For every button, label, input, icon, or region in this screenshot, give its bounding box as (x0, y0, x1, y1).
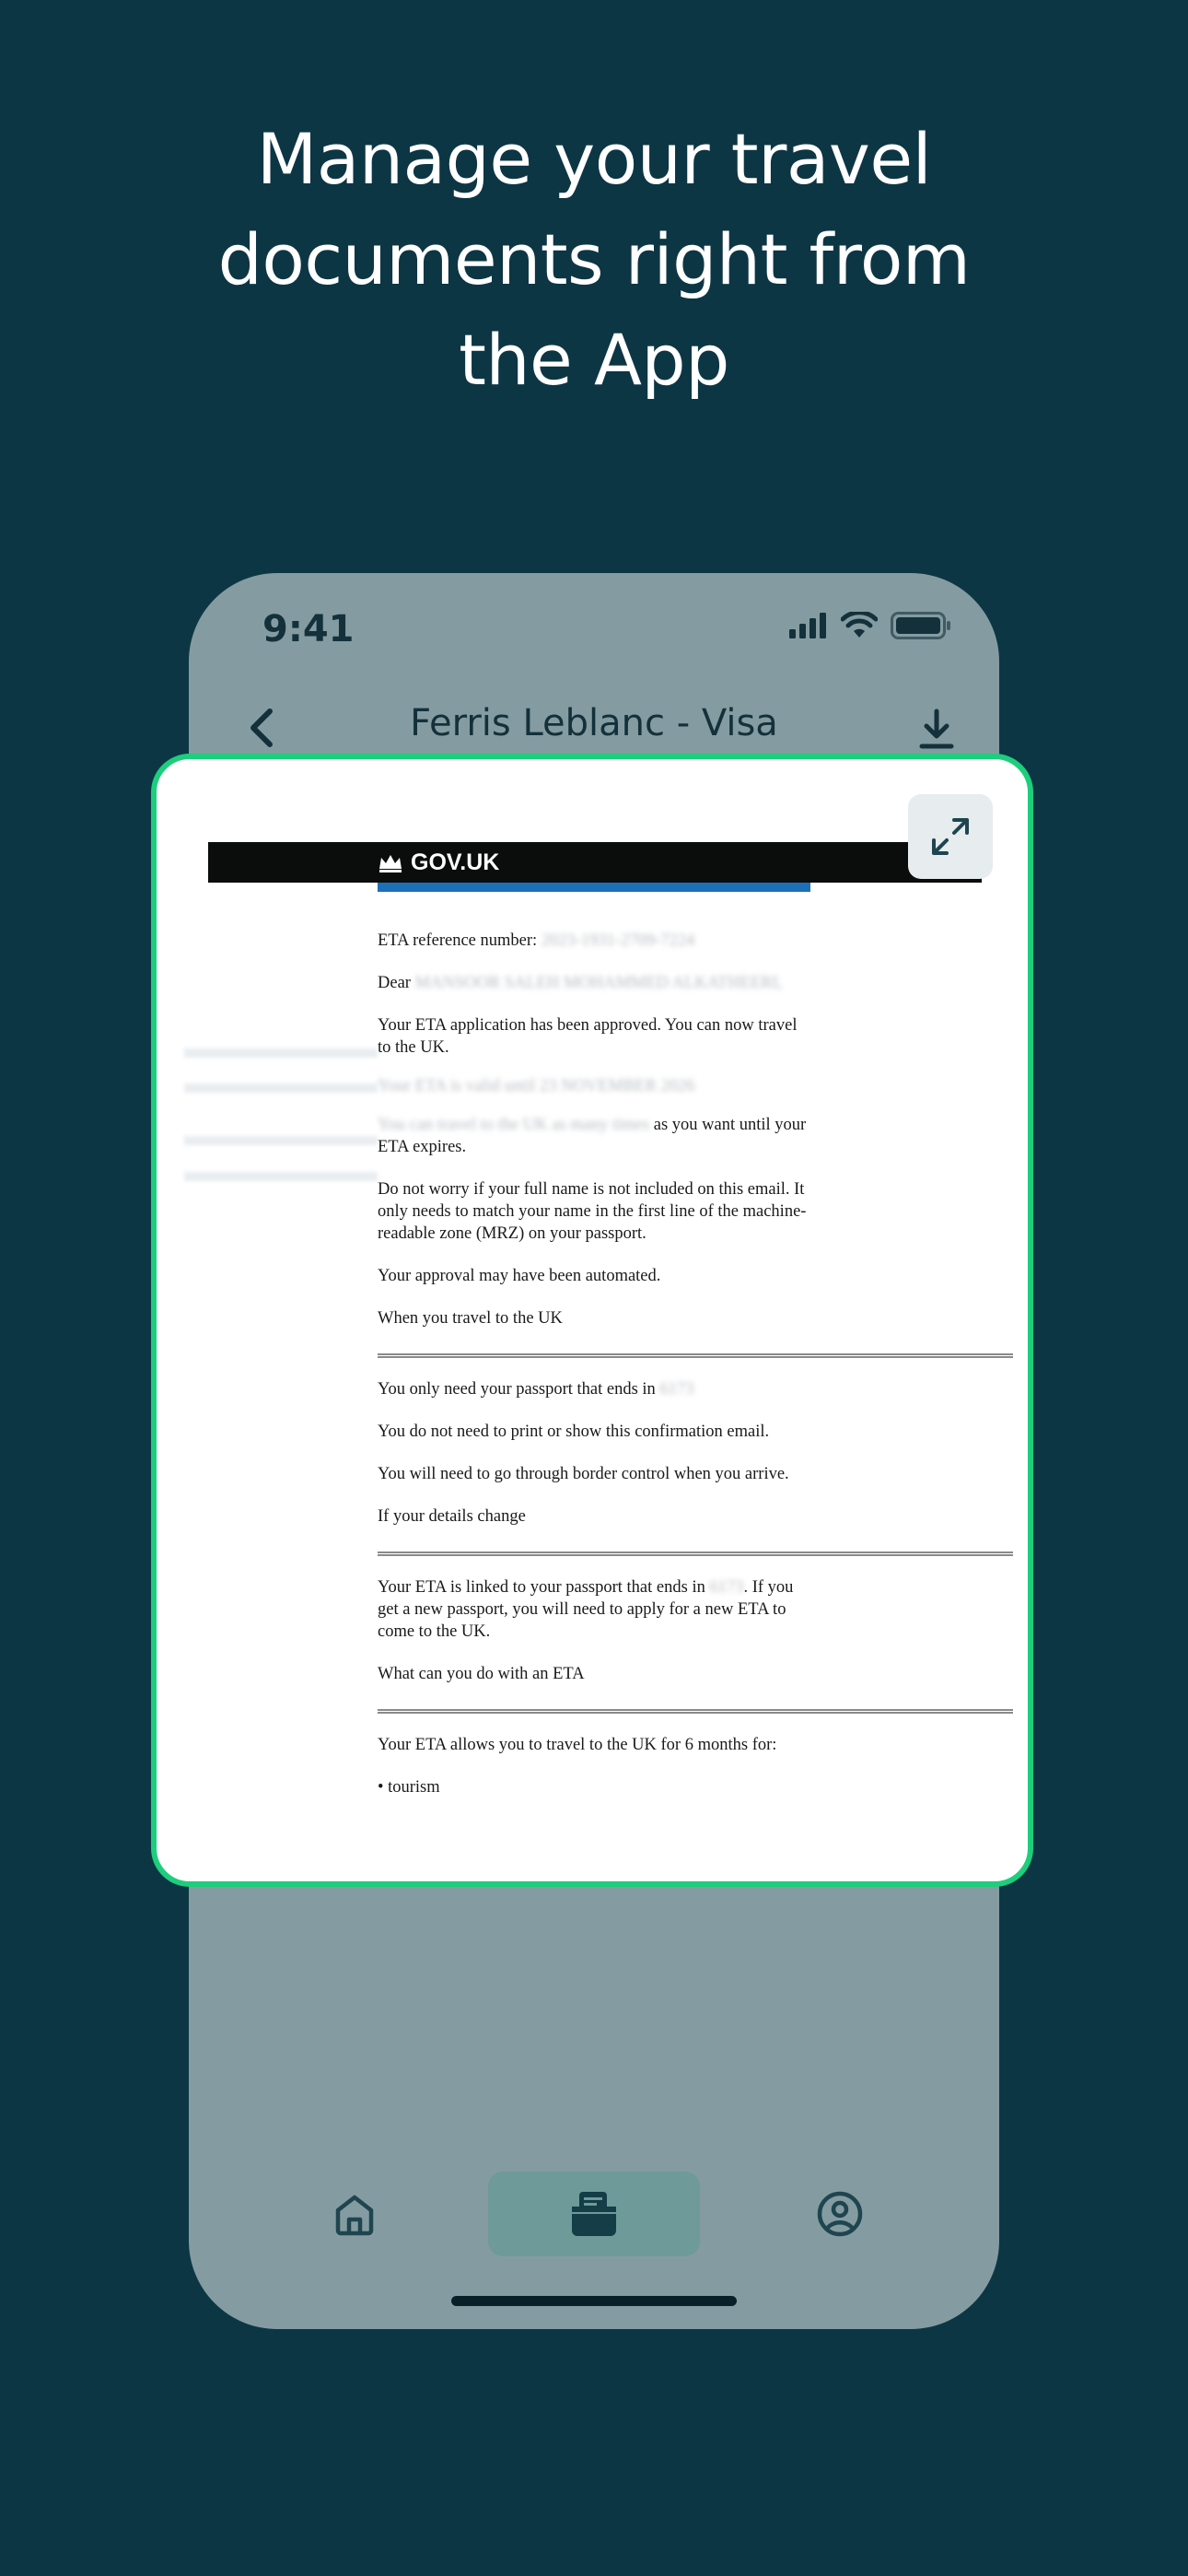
ghost-line (184, 1136, 378, 1145)
ref-line: ETA reference number: 2023-1931-2709-7224 (378, 931, 695, 950)
crown-icon (378, 852, 403, 872)
download-button[interactable] (909, 702, 964, 757)
document-preview-card[interactable] (151, 754, 1033, 1887)
name-note: Do not worry if your full name is not included on this email. It only needs to match your name in the first line of the machine-readable zone (MRZ) on your passport. (378, 1180, 807, 1243)
dear-name: MANSOOR SALEH MOHAMMED ALKATHEERI, (414, 974, 783, 992)
tourism-item: • tourism (378, 1778, 440, 1797)
travel-line: You can travel to the UK as many times as you want until your ETA expires. (378, 1116, 807, 1156)
tab-documents[interactable] (488, 2172, 700, 2256)
tab-home[interactable] (309, 2172, 401, 2256)
what-can-heading: What can you do with an ETA (378, 1665, 585, 1683)
border-text: You will need to go through border control when you arrive. (378, 1465, 789, 1483)
passport-digits: 6173 (659, 1380, 694, 1399)
wallet-icon (568, 2188, 620, 2240)
dear-line: Dear MANSOOR SALEH MOHAMMED ALKATHEERI, (378, 974, 783, 992)
headline-line-3: the App (459, 319, 729, 401)
valid-date: 23 NOVEMBER 2026 (540, 1077, 695, 1095)
nav-title: Ferris Leblanc - Visa (410, 702, 778, 744)
status-icons (789, 612, 951, 639)
when-travel-heading: When you travel to the UK (378, 1309, 563, 1328)
linked-digits: 6173 (709, 1578, 744, 1597)
passport-ends-line: You only need your passport that ends in 6173 (378, 1380, 694, 1399)
home-icon (331, 2190, 379, 2238)
headline-line-2: documents right from (217, 218, 971, 300)
divider (378, 1353, 1013, 1358)
no-print-text: You do not need to print or show this confirmation email. (378, 1423, 770, 1441)
wifi-icon (841, 612, 878, 639)
email-body (378, 930, 1013, 1798)
tab-profile[interactable] (794, 2172, 886, 2256)
ghost-line (184, 1172, 378, 1181)
automated-text: Your approval may have been automated. (378, 1267, 661, 1285)
status-time: 9:41 (262, 608, 355, 650)
gov-blue-underline (378, 883, 810, 892)
expand-icon (928, 814, 973, 859)
tab-bar (189, 2172, 999, 2273)
divider (378, 1709, 1013, 1714)
battery-icon (891, 612, 951, 639)
allows-text: Your ETA allows you to travel to the UK for 6 months for: (378, 1736, 777, 1754)
headline (0, 109, 1188, 410)
valid-line: Your ETA is valid until 23 NOVEMBER 2026 (378, 1077, 695, 1095)
ref-value: 2023-1931-2709-7224 (541, 931, 695, 950)
home-indicator (451, 2296, 737, 2306)
gov-label: GOV.UK (411, 849, 500, 875)
signal-icon (789, 613, 828, 638)
profile-icon (814, 2188, 866, 2240)
headline-line-1: Manage your travel (256, 118, 932, 200)
gov-header-bar (208, 842, 982, 883)
divider (378, 1551, 1013, 1556)
approved-text: Your ETA application has been approved. You can now travel to the UK. (378, 1016, 798, 1057)
expand-button[interactable] (908, 794, 993, 879)
ghost-line (184, 1048, 378, 1058)
details-change-heading: If your details change (378, 1507, 526, 1526)
linked-line: Your ETA is linked to your passport that ends in 6173. If you get a new passport, you will need to apply for a new ETA to come to the UK. (378, 1578, 794, 1641)
ghost-line (184, 1083, 378, 1093)
download-icon (909, 702, 964, 757)
